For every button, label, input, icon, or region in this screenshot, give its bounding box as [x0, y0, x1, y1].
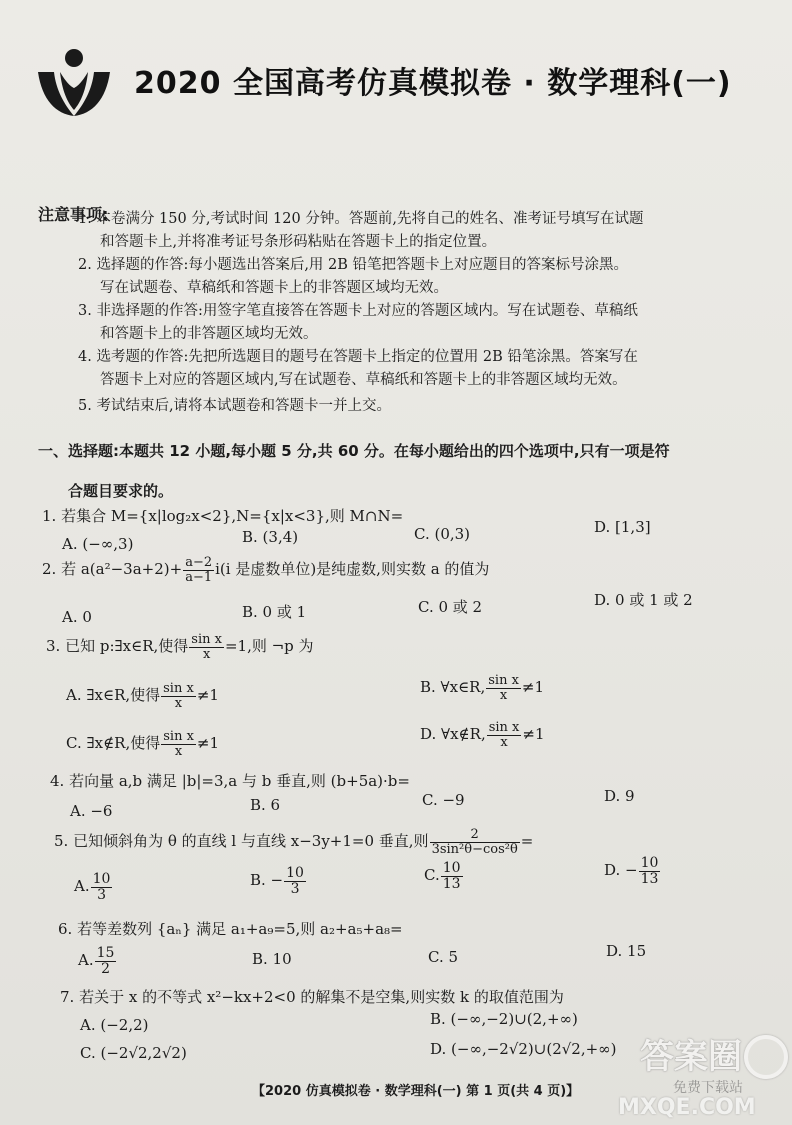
question-1-stem: 1. 若集合 M={x|log₂x<2},N={x|x<3},则 M∩N= [42, 507, 404, 525]
q5-a-den: 3 [97, 886, 106, 903]
notice-line: 和答题卡上,并将准考证号条形码粘贴在答题卡上的指定位置。 [100, 234, 497, 250]
q1-option-c: C. (0,3) [414, 525, 471, 543]
q3-option-a [66, 682, 219, 710]
watermark-big-text: 答案圈 [640, 1037, 742, 1077]
q2-fraction-den: a−1 [185, 569, 213, 585]
q1-option-a: A. (−∞,3) [62, 535, 134, 553]
notice-line: 3. 非选择题的作答:用签字笔直接答在答题卡上对应的答题区域内。写在试题卷、草稿纸 [78, 303, 638, 319]
q3-d-pre: D. ∀x∉R, [420, 725, 486, 744]
q4-option-c: C. −9 [422, 791, 465, 809]
q5-c-den: 13 [442, 875, 461, 892]
q2-stem-post: i(i 是虚数单位)是纯虚数,则实数 a 的值为 [215, 560, 490, 579]
section-heading-cont: 合题目要求的。 [68, 482, 174, 500]
q5-b-label: B. − [250, 871, 284, 890]
notice-line: 答题卡上对应的答题区域内,写在试题卷、草稿纸和答题卡上的非答题区域均无效。 [100, 372, 627, 388]
q5-option-d [604, 856, 661, 886]
notice-line: 4. 选考题的作答:先把所选题目的题号在答题卡上指定的位置用 2B 铅笔涂黑。答案写在 [78, 349, 638, 365]
q3-a-pre: A. ∃x∈R,使得 [66, 686, 161, 705]
question-7-stem: 7. 若关于 x 的不等式 x²−kx+2<0 的解集不是空集,则实数 k 的取值范围为 [60, 988, 564, 1006]
q5-d-label: D. − [604, 861, 638, 880]
q5-b-den: 3 [290, 880, 300, 897]
notice-line: 1. 本卷满分 150 分,考试时间 120 分钟。答题前,先将自己的姓名、准考证号填写在试题 [78, 211, 644, 227]
q6-a-num: 15 [96, 945, 115, 961]
q6-option-d: D. 15 [606, 942, 647, 960]
q3-fraction-den: x [202, 646, 211, 662]
q7-option-a: A. (−2,2) [80, 1016, 149, 1034]
q4-option-a: A. −6 [70, 802, 113, 820]
q5-fraction-den: 3sin²θ−cos²θ [431, 841, 518, 857]
q3-a-den: x [174, 695, 183, 711]
q5-option-a [74, 872, 113, 902]
question-5-stem [54, 828, 533, 856]
q5-a-fraction [91, 872, 113, 902]
q6-option-c: C. 5 [428, 948, 459, 966]
q7-option-d: D. (−∞,−2√2)∪(2√2,+∞) [430, 1040, 617, 1058]
q2-option-c: C. 0 或 2 [418, 598, 483, 616]
q3-option-b [420, 674, 544, 702]
watermark-url: MXQE.COM [618, 1095, 756, 1120]
q5-a-num: 10 [92, 871, 111, 887]
q1-option-d: D. [1,3] [594, 518, 651, 536]
site-watermark [618, 1025, 788, 1121]
q3-d-post: ≠1 [522, 725, 545, 744]
q3-b-fraction [486, 674, 521, 702]
q3-c-den: x [174, 743, 183, 759]
q5-fraction-num: 2 [430, 828, 520, 843]
watermark-circle-icon [744, 1035, 788, 1079]
q1-option-b: B. (3,4) [242, 528, 299, 546]
q2-fraction [183, 556, 214, 584]
q3-b-post: ≠1 [521, 678, 545, 697]
q3-c-num: sin x [163, 729, 194, 744]
q5-option-b [250, 866, 307, 896]
q6-a-label: A. [78, 951, 94, 970]
q3-stem-post: =1,则 ¬p 为 [224, 637, 314, 656]
q3-a-num: sin x [163, 681, 194, 696]
question-4-stem: 4. 若向量 a,b 满足 |b|=3,a 与 b 垂直,则 (b+5a)·b= [50, 772, 410, 790]
q5-c-fraction [441, 861, 463, 891]
q6-option-a [78, 946, 117, 976]
q3-b-pre: B. ∀x∈R, [420, 678, 486, 697]
notice-line: 写在试题卷、草稿纸和答题卡上的非答题区域均无效。 [100, 280, 448, 296]
q3-d-num: sin x [488, 720, 520, 735]
exam-title: 2020 全国高考仿真模拟卷 · 数学理科(一) [134, 66, 732, 101]
q3-fraction [189, 633, 224, 661]
q6-option-b: B. 10 [252, 950, 292, 968]
q5-stem-post: = [520, 832, 534, 851]
q3-c-post: ≠1 [196, 734, 220, 753]
q2-option-b: B. 0 或 1 [242, 603, 307, 621]
q3-a-post: ≠1 [196, 686, 219, 705]
q5-c-label: C. [424, 866, 440, 885]
q3-b-den: x [499, 687, 508, 703]
q2-stem-pre: 2. 若 a(a²−3a+2)+ [42, 560, 183, 579]
q6-a-den: 2 [101, 960, 110, 977]
q3-option-c [66, 730, 219, 758]
notice-heading: 注意事项: [38, 205, 109, 224]
question-3-stem [46, 633, 314, 661]
q3-a-fraction [161, 682, 196, 710]
q3-fraction-num: sin x [191, 632, 222, 647]
q2-option-d: D. 0 或 1 或 2 [594, 591, 693, 609]
q5-b-fraction [284, 866, 306, 896]
q3-c-fraction [161, 730, 196, 758]
q5-d-den: 13 [640, 870, 659, 887]
q5-fraction [430, 828, 520, 856]
q5-d-fraction [639, 856, 661, 886]
q3-c-pre: C. ∃x∉R,使得 [66, 734, 161, 753]
q3-b-num: sin x [488, 673, 519, 688]
q5-stem-pre: 5. 已知倾斜角为 θ 的直线 l 与直线 x−3y+1=0 垂直,则 [54, 832, 429, 851]
page-footer: 【2020 仿真模拟卷 · 数学理科(一) 第 1 页(共 4 页)】 [252, 1084, 580, 1099]
q4-option-d: D. 9 [604, 787, 635, 805]
section-heading: 一、选择题:本题共 12 小题,每小题 5 分,共 60 分。在每小题给出的四个选项中,只有一项是符 [38, 442, 670, 460]
notice-line: 和答题卡上的非答题区域均无效。 [100, 326, 318, 342]
notice-line: 5. 考试结束后,请将本试题卷和答题卡一并上交。 [78, 398, 392, 414]
q5-a-label: A. [74, 877, 90, 896]
q7-option-c: C. (−2√2,2√2) [80, 1044, 187, 1062]
publisher-logo-icon [34, 42, 114, 122]
q6-a-fraction [95, 946, 117, 976]
q5-option-c [424, 861, 464, 891]
watermark-small-text: 免费下载站 [673, 1080, 743, 1096]
q5-c-num: 10 [442, 860, 461, 876]
q7-option-b: B. (−∞,−2)∪(2,+∞) [430, 1010, 578, 1028]
q3-d-den: x [500, 734, 508, 750]
q5-b-num: 10 [286, 865, 304, 881]
notice-line: 2. 选择题的作答:每小题选出答案后,用 2B 铅笔把答题卡上对应题目的答案标号涂黑。 [78, 257, 629, 273]
q3-d-fraction [487, 721, 522, 749]
question-6-stem: 6. 若等差数列 {aₙ} 满足 a₁+a₉=5,则 a₂+a₅+a₈= [58, 920, 403, 938]
q4-option-b: B. 6 [250, 796, 281, 814]
q5-d-num: 10 [640, 855, 659, 871]
question-2-stem [42, 556, 489, 584]
q3-stem-pre: 3. 已知 p:∃x∈R,使得 [46, 637, 189, 656]
q2-fraction-num: a−2 [185, 555, 213, 570]
q2-option-a: A. 0 [62, 608, 92, 626]
q3-option-d [420, 721, 545, 749]
